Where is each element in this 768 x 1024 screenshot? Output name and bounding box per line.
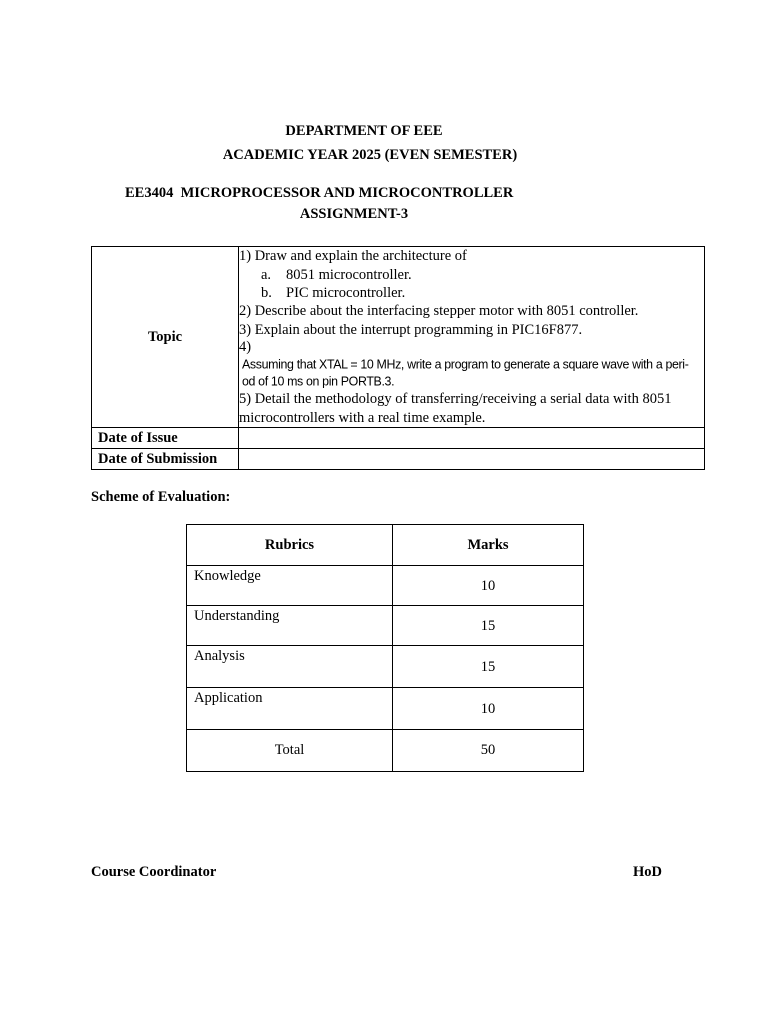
marks-cell: 15 — [393, 606, 584, 646]
total-label: Total — [187, 730, 393, 772]
marks-cell: 10 — [393, 688, 584, 730]
question-2: 2) Describe about the interfacing stepper motor with 8051 controller. — [239, 303, 639, 319]
marks-cell: 10 — [393, 566, 584, 606]
sub-letter: b. — [261, 285, 272, 301]
date-of-issue-label: Date of Issue — [92, 428, 239, 449]
rubric-cell: Analysis — [187, 646, 393, 688]
table-row — [187, 606, 584, 646]
table-row — [187, 566, 584, 606]
evaluation-heading: Scheme of Evaluation: — [91, 489, 231, 505]
date-of-issue-value — [239, 428, 705, 449]
question-4-number: 4) — [239, 339, 252, 355]
table-row — [187, 646, 584, 688]
question-4-line-2: od of 10 ms on pin PORTB.3. — [242, 374, 395, 389]
question-1-sub-b — [239, 285, 704, 302]
rubric-cell: Application — [187, 688, 393, 730]
marks-cell: 15 — [393, 646, 584, 688]
total-marks: 50 — [393, 730, 584, 772]
table-row — [187, 688, 584, 730]
topic-label: Topic — [92, 247, 239, 428]
question-3: 3) Explain about the interrupt programming in PIC16F877. — [239, 321, 583, 338]
sub-letter: a. — [261, 266, 272, 283]
hod-label: HoD — [633, 864, 662, 880]
rubrics-table — [186, 524, 584, 772]
academic-year-heading: ACADEMIC YEAR 2025 (EVEN SEMESTER) — [222, 147, 518, 163]
department-heading: DEPARTMENT OF EEE — [285, 123, 443, 139]
question-4-line-1: Assuming that XTAL = 10 MHz, write a program to generate a square wave with a peri- — [242, 357, 689, 372]
date-of-submission-label: Date of Submission — [92, 449, 239, 470]
course-coordinator-label: Course Coordinator — [91, 864, 217, 880]
rubric-cell: Knowledge — [187, 566, 393, 606]
column-header-marks: Marks — [393, 525, 584, 566]
question-1-sub-a — [239, 266, 704, 286]
sub-text: PIC microcontroller. — [286, 285, 406, 301]
total-row — [187, 730, 584, 772]
topic-questions-cell — [239, 247, 705, 428]
rubric-cell: Understanding — [187, 606, 393, 646]
question-5-line-1: 5) Detail the methodology of transferring/receiving a serial data with 8051 — [239, 391, 672, 407]
assignment-heading: ASSIGNMENT-3 — [299, 206, 409, 222]
sub-text: 8051 microcontroller. — [286, 266, 412, 283]
question-1: 1) Draw and explain the architecture of — [239, 248, 467, 264]
column-header-rubrics: Rubrics — [187, 525, 393, 566]
question-5-line-2: microcontrollers with a real time example. — [239, 409, 486, 426]
rubrics-header-row — [187, 525, 584, 566]
course-heading: EE3404 MICROPROCESSOR AND MICROCONTROLLER — [125, 185, 514, 201]
date-of-submission-value — [239, 449, 705, 470]
topic-table — [91, 246, 705, 470]
